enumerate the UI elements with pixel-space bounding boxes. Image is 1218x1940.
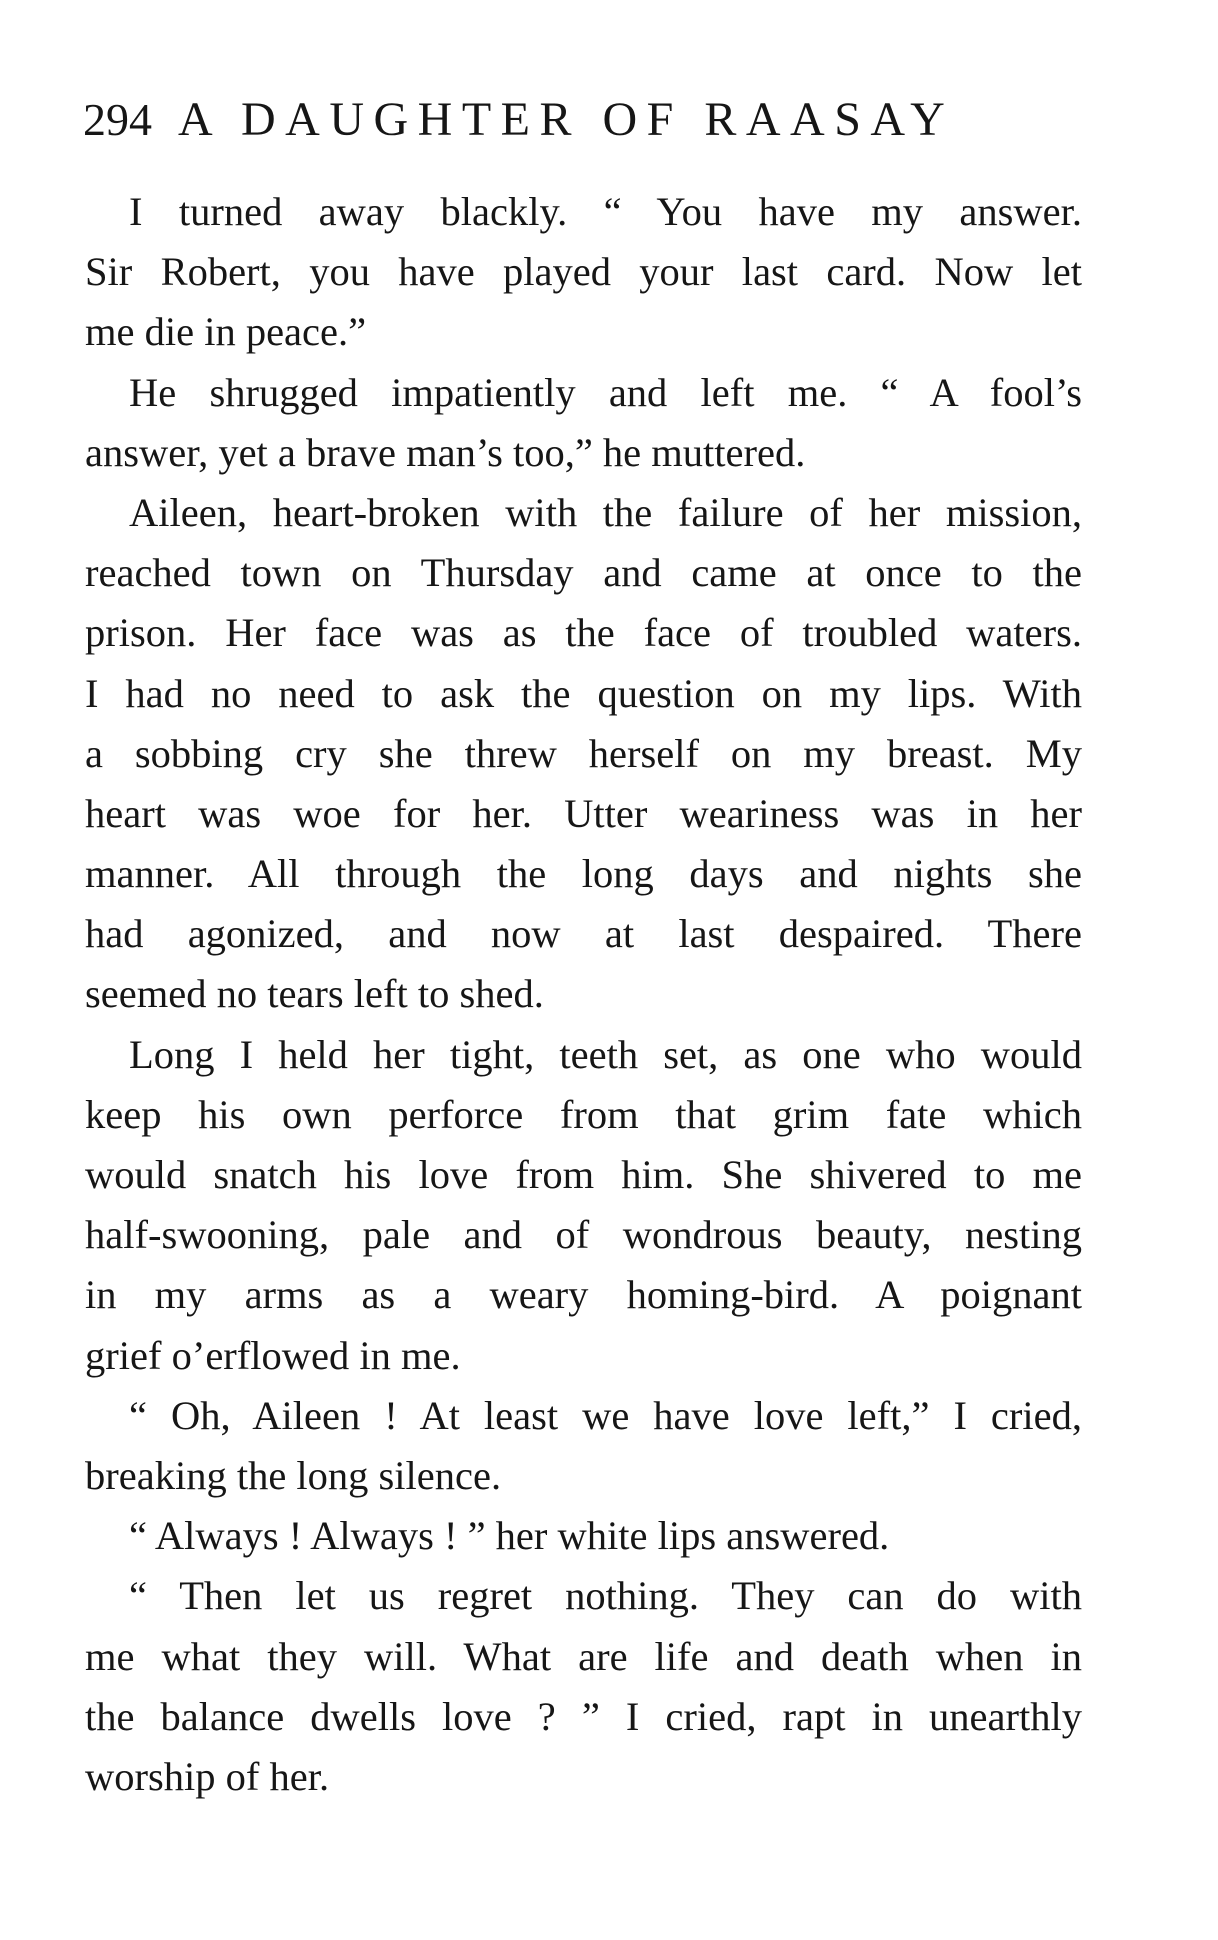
text-line: in my arms as a weary homing-bird. A poignant	[85, 1272, 1082, 1318]
text-line: Sir Robert, you have played your last card. Now let	[85, 249, 1082, 295]
paragraph	[85, 363, 1082, 483]
text-line: half-swooning, pale and of wondrous beauty, nesting	[85, 1212, 1082, 1258]
text-line: would snatch his love from him. She shivered to me	[85, 1152, 1082, 1197]
text-line: Aileen, heart-broken with the failure of her mission,	[129, 489, 1082, 535]
text-line: I turned away blackly. “ You have my answer.	[129, 189, 1082, 234]
paragraph	[85, 1506, 1082, 1566]
text-line: prison. Her face was as the face of troubled waters.	[85, 610, 1082, 656]
text-line: grief o’erflowed in me.	[85, 1332, 461, 1378]
text-line: breaking the long silence.	[85, 1452, 502, 1498]
running-head	[83, 92, 1073, 162]
paragraph	[85, 1566, 1082, 1807]
page-number: 294	[83, 94, 152, 145]
text-line: “ Always ! Always ! ” her white lips answered.	[129, 1513, 890, 1559]
paragraph	[85, 1386, 1082, 1506]
text-line: answer, yet a brave man’s too,” he muttered.	[85, 429, 806, 475]
text-line: me what they will. What are life and death when in	[85, 1633, 1082, 1679]
text-line: worship of her.	[85, 1753, 330, 1799]
text-line: keep his own perforce from that grim fate which	[85, 1091, 1082, 1137]
text-line: reached town on Thursday and came at once to the	[85, 550, 1082, 596]
paragraph	[85, 182, 1082, 363]
text-line: had agonized, and now at last despaired. There	[85, 911, 1082, 957]
text-line: a sobbing cry she threw herself on my breast. My	[85, 730, 1082, 776]
body-text	[85, 182, 1082, 1807]
text-line: “ Oh, Aileen ! At least we have love left,” I cried,	[129, 1392, 1082, 1438]
text-line: the balance dwells love ? ” I cried, rapt in unearthly	[85, 1693, 1082, 1739]
paragraph	[85, 483, 1082, 1025]
running-title: A DAUGHTER OF RAASAY	[178, 93, 955, 146]
text-line: He shrugged impatiently and left me. “ A fool’s	[129, 369, 1082, 415]
text-line: “ Then let us regret nothing. They can do with	[129, 1573, 1082, 1619]
text-line: me die in peace.”	[85, 309, 367, 355]
text-line: manner. All through the long days and nights she	[85, 851, 1082, 897]
text-line: Long I held her tight, teeth set, as one who would	[129, 1031, 1082, 1077]
paragraph	[85, 1025, 1082, 1386]
text-line: seemed no tears left to shed.	[85, 971, 544, 1017]
text-line: I had no need to ask the question on my lips. With	[85, 670, 1082, 716]
text-line: heart was woe for her. Utter weariness was in her	[85, 790, 1082, 836]
